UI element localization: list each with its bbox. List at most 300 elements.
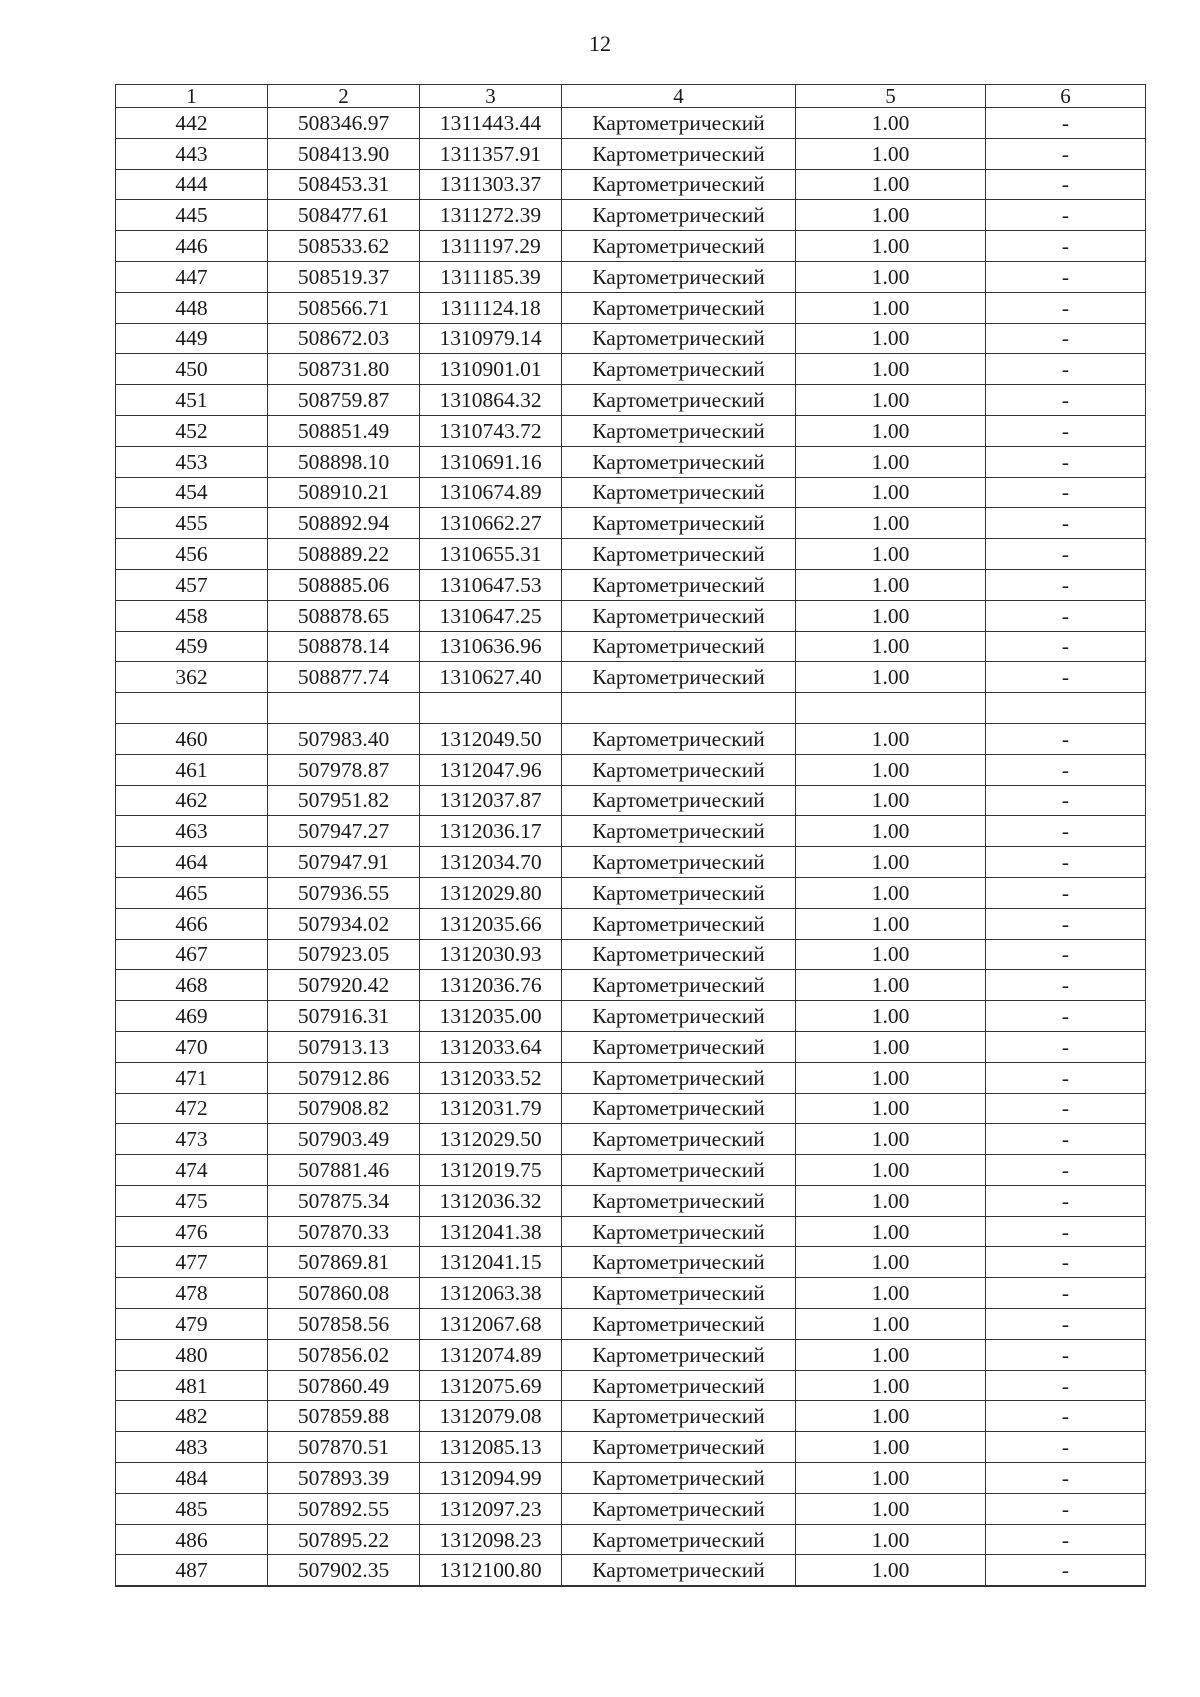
y-coordinate-cell: 1312098.23 — [420, 1524, 562, 1555]
y-coordinate-cell: 1311197.29 — [420, 231, 562, 262]
table-row — [116, 1031, 1146, 1062]
x-coordinate-cell: 508759.87 — [268, 385, 420, 416]
x-coordinate-cell: 507858.56 — [268, 1309, 420, 1340]
table-row — [116, 1216, 1146, 1247]
y-coordinate-cell: 1312019.75 — [420, 1155, 562, 1186]
point-number-cell: 443 — [116, 138, 268, 169]
column-header-2: 2 — [268, 85, 420, 108]
description-cell: - — [986, 1432, 1146, 1463]
accuracy-cell: 1.00 — [796, 477, 986, 508]
description-cell: - — [986, 1155, 1146, 1186]
y-coordinate-cell: 1310674.89 — [420, 477, 562, 508]
y-coordinate-cell: 1312037.87 — [420, 785, 562, 816]
column-header-6: 6 — [986, 85, 1146, 108]
y-coordinate-cell: 1311443.44 — [420, 108, 562, 139]
method-cell: Картометрический — [562, 1370, 796, 1401]
point-number-cell: 452 — [116, 415, 268, 446]
accuracy-cell: 1.00 — [796, 446, 986, 477]
x-coordinate-cell — [268, 693, 420, 724]
column-header-3: 3 — [420, 85, 562, 108]
table-row — [116, 231, 1146, 262]
accuracy-cell: 1.00 — [796, 1001, 986, 1032]
description-cell: - — [986, 631, 1146, 662]
y-coordinate-cell: 1312029.50 — [420, 1124, 562, 1155]
y-coordinate-cell: 1311185.39 — [420, 261, 562, 292]
description-cell: - — [986, 1247, 1146, 1278]
y-coordinate-cell: 1312035.66 — [420, 908, 562, 939]
description-cell: - — [986, 1031, 1146, 1062]
accuracy-cell: 1.00 — [796, 508, 986, 539]
y-coordinate-cell — [420, 693, 562, 724]
method-cell: Картометрический — [562, 231, 796, 262]
table-row — [116, 1432, 1146, 1463]
accuracy-cell: 1.00 — [796, 939, 986, 970]
method-cell: Картометрический — [562, 785, 796, 816]
table-row — [116, 1339, 1146, 1370]
point-number-cell: 445 — [116, 200, 268, 231]
table-row — [116, 1001, 1146, 1032]
method-cell: Картометрический — [562, 1555, 796, 1586]
table-row — [116, 877, 1146, 908]
accuracy-cell: 1.00 — [796, 785, 986, 816]
point-number-cell: 464 — [116, 847, 268, 878]
description-cell: - — [986, 108, 1146, 139]
method-cell: Картометрический — [562, 754, 796, 785]
method-cell: Картометрический — [562, 1463, 796, 1494]
accuracy-cell: 1.00 — [796, 723, 986, 754]
x-coordinate-cell: 508910.21 — [268, 477, 420, 508]
accuracy-cell: 1.00 — [796, 847, 986, 878]
y-coordinate-cell: 1310647.53 — [420, 569, 562, 600]
table-row — [116, 200, 1146, 231]
point-number-cell: 458 — [116, 600, 268, 631]
x-coordinate-cell: 507860.08 — [268, 1278, 420, 1309]
x-coordinate-cell: 508672.03 — [268, 323, 420, 354]
accuracy-cell: 1.00 — [796, 385, 986, 416]
table-row — [116, 569, 1146, 600]
x-coordinate-cell: 507895.22 — [268, 1524, 420, 1555]
method-cell: Картометрический — [562, 1278, 796, 1309]
point-number-cell: 476 — [116, 1216, 268, 1247]
accuracy-cell: 1.00 — [796, 816, 986, 847]
x-coordinate-cell: 508346.97 — [268, 108, 420, 139]
y-coordinate-cell: 1312100.80 — [420, 1555, 562, 1586]
table-row — [116, 754, 1146, 785]
accuracy-cell: 1.00 — [796, 1493, 986, 1524]
description-cell: - — [986, 662, 1146, 693]
point-number-cell: 469 — [116, 1001, 268, 1032]
column-header-4: 4 — [562, 85, 796, 108]
x-coordinate-cell: 508413.90 — [268, 138, 420, 169]
description-cell: - — [986, 939, 1146, 970]
y-coordinate-cell: 1312085.13 — [420, 1432, 562, 1463]
x-coordinate-cell: 507892.55 — [268, 1493, 420, 1524]
description-cell: - — [986, 816, 1146, 847]
y-coordinate-cell: 1311272.39 — [420, 200, 562, 231]
description-cell: - — [986, 415, 1146, 446]
x-coordinate-cell: 508885.06 — [268, 569, 420, 600]
description-cell: - — [986, 323, 1146, 354]
table-row — [116, 970, 1146, 1001]
accuracy-cell: 1.00 — [796, 600, 986, 631]
point-number-cell: 475 — [116, 1185, 268, 1216]
method-cell: Картометрический — [562, 600, 796, 631]
x-coordinate-cell: 507908.82 — [268, 1093, 420, 1124]
method-cell: Картометрический — [562, 662, 796, 693]
accuracy-cell: 1.00 — [796, 877, 986, 908]
method-cell: Картометрический — [562, 1093, 796, 1124]
method-cell: Картометрический — [562, 908, 796, 939]
column-header-1: 1 — [116, 85, 268, 108]
accuracy-cell: 1.00 — [796, 1463, 986, 1494]
y-coordinate-cell: 1312041.38 — [420, 1216, 562, 1247]
method-cell — [562, 693, 796, 724]
table-row — [116, 908, 1146, 939]
accuracy-cell: 1.00 — [796, 1155, 986, 1186]
x-coordinate-cell: 507947.27 — [268, 816, 420, 847]
point-number-cell: 463 — [116, 816, 268, 847]
table-row — [116, 631, 1146, 662]
x-coordinate-cell: 508477.61 — [268, 200, 420, 231]
description-cell: - — [986, 1185, 1146, 1216]
accuracy-cell: 1.00 — [796, 1432, 986, 1463]
table-row — [116, 169, 1146, 200]
method-cell: Картометрический — [562, 1031, 796, 1062]
description-cell: - — [986, 1216, 1146, 1247]
point-number-cell: 466 — [116, 908, 268, 939]
column-header-5: 5 — [796, 85, 986, 108]
description-cell: - — [986, 1278, 1146, 1309]
point-number-cell: 473 — [116, 1124, 268, 1155]
x-coordinate-cell: 507859.88 — [268, 1401, 420, 1432]
description-cell: - — [986, 1001, 1146, 1032]
description-cell: - — [986, 169, 1146, 200]
point-number-cell: 480 — [116, 1339, 268, 1370]
method-cell: Картометрический — [562, 354, 796, 385]
accuracy-cell: 1.00 — [796, 631, 986, 662]
point-number-cell: 460 — [116, 723, 268, 754]
y-coordinate-cell: 1310647.25 — [420, 600, 562, 631]
description-cell: - — [986, 1124, 1146, 1155]
point-number-cell: 442 — [116, 108, 268, 139]
method-cell: Картометрический — [562, 723, 796, 754]
y-coordinate-cell: 1312049.50 — [420, 723, 562, 754]
accuracy-cell: 1.00 — [796, 1401, 986, 1432]
y-coordinate-cell: 1312094.99 — [420, 1463, 562, 1494]
method-cell: Картометрический — [562, 1216, 796, 1247]
method-cell: Картометрический — [562, 1524, 796, 1555]
description-cell: - — [986, 1339, 1146, 1370]
method-cell: Картометрический — [562, 477, 796, 508]
x-coordinate-cell: 507856.02 — [268, 1339, 420, 1370]
method-cell: Картометрический — [562, 1155, 796, 1186]
point-number-cell: 470 — [116, 1031, 268, 1062]
point-number-cell: 465 — [116, 877, 268, 908]
x-coordinate-cell: 507983.40 — [268, 723, 420, 754]
point-number-cell: 449 — [116, 323, 268, 354]
description-cell: - — [986, 292, 1146, 323]
accuracy-cell: 1.00 — [796, 569, 986, 600]
method-cell: Картометрический — [562, 1493, 796, 1524]
method-cell: Картометрический — [562, 1401, 796, 1432]
method-cell: Картометрический — [562, 292, 796, 323]
table-row — [116, 1524, 1146, 1555]
accuracy-cell: 1.00 — [796, 138, 986, 169]
accuracy-cell: 1.00 — [796, 970, 986, 1001]
x-coordinate-cell: 507870.51 — [268, 1432, 420, 1463]
description-cell: - — [986, 1093, 1146, 1124]
point-number-cell: 482 — [116, 1401, 268, 1432]
point-number-cell — [116, 693, 268, 724]
x-coordinate-cell: 507881.46 — [268, 1155, 420, 1186]
description-cell: - — [986, 446, 1146, 477]
point-number-cell: 477 — [116, 1247, 268, 1278]
method-cell: Картометрический — [562, 877, 796, 908]
y-coordinate-cell: 1310901.01 — [420, 354, 562, 385]
accuracy-cell: 1.00 — [796, 1370, 986, 1401]
method-cell: Картометрический — [562, 446, 796, 477]
description-cell — [986, 693, 1146, 724]
accuracy-cell: 1.00 — [796, 169, 986, 200]
description-cell: - — [986, 508, 1146, 539]
method-cell: Картометрический — [562, 415, 796, 446]
accuracy-cell: 1.00 — [796, 1278, 986, 1309]
description-cell: - — [986, 1401, 1146, 1432]
x-coordinate-cell: 507978.87 — [268, 754, 420, 785]
y-coordinate-cell: 1310743.72 — [420, 415, 562, 446]
x-coordinate-cell: 508892.94 — [268, 508, 420, 539]
description-cell: - — [986, 785, 1146, 816]
accuracy-cell: 1.00 — [796, 1185, 986, 1216]
point-number-cell: 474 — [116, 1155, 268, 1186]
accuracy-cell: 1.00 — [796, 231, 986, 262]
y-coordinate-cell: 1310864.32 — [420, 385, 562, 416]
accuracy-cell: 1.00 — [796, 1555, 986, 1586]
description-cell: - — [986, 908, 1146, 939]
x-coordinate-cell: 507936.55 — [268, 877, 420, 908]
x-coordinate-cell: 508898.10 — [268, 446, 420, 477]
description-cell: - — [986, 1062, 1146, 1093]
accuracy-cell: 1.00 — [796, 1031, 986, 1062]
method-cell: Картометрический — [562, 169, 796, 200]
y-coordinate-cell: 1312029.80 — [420, 877, 562, 908]
method-cell: Картометрический — [562, 138, 796, 169]
y-coordinate-cell: 1312033.52 — [420, 1062, 562, 1093]
description-cell: - — [986, 1463, 1146, 1494]
x-coordinate-cell: 507902.35 — [268, 1555, 420, 1586]
x-coordinate-cell: 508878.14 — [268, 631, 420, 662]
x-coordinate-cell: 508533.62 — [268, 231, 420, 262]
accuracy-cell: 1.00 — [796, 908, 986, 939]
accuracy-cell: 1.00 — [796, 200, 986, 231]
point-number-cell: 447 — [116, 261, 268, 292]
y-coordinate-cell: 1312074.89 — [420, 1339, 562, 1370]
x-coordinate-cell: 508519.37 — [268, 261, 420, 292]
accuracy-cell: 1.00 — [796, 1124, 986, 1155]
y-coordinate-cell: 1312036.76 — [420, 970, 562, 1001]
description-cell: - — [986, 1370, 1146, 1401]
point-number-cell: 485 — [116, 1493, 268, 1524]
table-row — [116, 939, 1146, 970]
table-row — [116, 1124, 1146, 1155]
y-coordinate-cell: 1312041.15 — [420, 1247, 562, 1278]
description-cell: - — [986, 385, 1146, 416]
x-coordinate-cell: 507923.05 — [268, 939, 420, 970]
accuracy-cell: 1.00 — [796, 754, 986, 785]
description-cell: - — [986, 539, 1146, 570]
y-coordinate-cell: 1310627.40 — [420, 662, 562, 693]
point-number-cell: 483 — [116, 1432, 268, 1463]
table-row — [116, 323, 1146, 354]
page-number: 12 — [589, 31, 611, 56]
x-coordinate-cell: 507916.31 — [268, 1001, 420, 1032]
method-cell: Картометрический — [562, 631, 796, 662]
point-number-cell: 459 — [116, 631, 268, 662]
method-cell: Картометрический — [562, 816, 796, 847]
table-row — [116, 354, 1146, 385]
table-row — [116, 1185, 1146, 1216]
y-coordinate-cell: 1312097.23 — [420, 1493, 562, 1524]
table-row — [116, 600, 1146, 631]
table-row — [116, 662, 1146, 693]
accuracy-cell — [796, 693, 986, 724]
point-number-cell: 455 — [116, 508, 268, 539]
description-cell: - — [986, 231, 1146, 262]
accuracy-cell: 1.00 — [796, 1309, 986, 1340]
point-number-cell: 471 — [116, 1062, 268, 1093]
table-row — [116, 1463, 1146, 1494]
y-coordinate-cell: 1311303.37 — [420, 169, 562, 200]
point-number-cell: 484 — [116, 1463, 268, 1494]
description-cell: - — [986, 847, 1146, 878]
table-row — [116, 693, 1146, 724]
table-row — [116, 385, 1146, 416]
y-coordinate-cell: 1312047.96 — [420, 754, 562, 785]
description-cell: - — [986, 970, 1146, 1001]
point-number-cell: 462 — [116, 785, 268, 816]
x-coordinate-cell: 507875.34 — [268, 1185, 420, 1216]
accuracy-cell: 1.00 — [796, 1524, 986, 1555]
y-coordinate-cell: 1312031.79 — [420, 1093, 562, 1124]
point-number-cell: 486 — [116, 1524, 268, 1555]
table-row — [116, 1370, 1146, 1401]
accuracy-cell: 1.00 — [796, 1247, 986, 1278]
method-cell: Картометрический — [562, 323, 796, 354]
table-row — [116, 1062, 1146, 1093]
point-number-cell: 487 — [116, 1555, 268, 1586]
point-number-cell: 479 — [116, 1309, 268, 1340]
x-coordinate-cell: 507920.42 — [268, 970, 420, 1001]
x-coordinate-cell: 507947.91 — [268, 847, 420, 878]
x-coordinate-cell: 508453.31 — [268, 169, 420, 200]
y-coordinate-cell: 1311357.91 — [420, 138, 562, 169]
x-coordinate-cell: 508731.80 — [268, 354, 420, 385]
description-cell: - — [986, 877, 1146, 908]
y-coordinate-cell: 1310636.96 — [420, 631, 562, 662]
point-number-cell: 362 — [116, 662, 268, 693]
y-coordinate-cell: 1310655.31 — [420, 539, 562, 570]
method-cell: Картометрический — [562, 847, 796, 878]
accuracy-cell: 1.00 — [796, 261, 986, 292]
x-coordinate-cell: 507913.13 — [268, 1031, 420, 1062]
x-coordinate-cell: 508851.49 — [268, 415, 420, 446]
y-coordinate-cell: 1312067.68 — [420, 1309, 562, 1340]
description-cell: - — [986, 1309, 1146, 1340]
y-coordinate-cell: 1312035.00 — [420, 1001, 562, 1032]
y-coordinate-cell: 1312036.32 — [420, 1185, 562, 1216]
y-coordinate-cell: 1311124.18 — [420, 292, 562, 323]
description-cell: - — [986, 723, 1146, 754]
description-cell: - — [986, 477, 1146, 508]
table-row — [116, 723, 1146, 754]
table-row — [116, 847, 1146, 878]
table-row — [116, 1493, 1146, 1524]
point-number-cell: 467 — [116, 939, 268, 970]
accuracy-cell: 1.00 — [796, 323, 986, 354]
x-coordinate-cell: 507903.49 — [268, 1124, 420, 1155]
point-number-cell: 448 — [116, 292, 268, 323]
table-row — [116, 785, 1146, 816]
accuracy-cell: 1.00 — [796, 539, 986, 570]
y-coordinate-cell: 1312075.69 — [420, 1370, 562, 1401]
method-cell: Картометрический — [562, 539, 796, 570]
x-coordinate-cell: 508566.71 — [268, 292, 420, 323]
y-coordinate-cell: 1310662.27 — [420, 508, 562, 539]
table-row — [116, 1555, 1146, 1586]
method-cell: Картометрический — [562, 1432, 796, 1463]
method-cell: Картометрический — [562, 385, 796, 416]
table-row — [116, 1155, 1146, 1186]
method-cell: Картометрический — [562, 1124, 796, 1155]
point-number-cell: 456 — [116, 539, 268, 570]
point-number-cell: 457 — [116, 569, 268, 600]
method-cell: Картометрический — [562, 1001, 796, 1032]
accuracy-cell: 1.00 — [796, 1216, 986, 1247]
accuracy-cell: 1.00 — [796, 1339, 986, 1370]
y-coordinate-cell: 1312036.17 — [420, 816, 562, 847]
description-cell: - — [986, 354, 1146, 385]
coordinates-table — [115, 84, 1146, 1587]
accuracy-cell: 1.00 — [796, 354, 986, 385]
y-coordinate-cell: 1312034.70 — [420, 847, 562, 878]
point-number-cell: 453 — [116, 446, 268, 477]
table-row — [116, 1401, 1146, 1432]
y-coordinate-cell: 1310979.14 — [420, 323, 562, 354]
x-coordinate-cell: 507893.39 — [268, 1463, 420, 1494]
x-coordinate-cell: 508889.22 — [268, 539, 420, 570]
method-cell: Картометрический — [562, 970, 796, 1001]
x-coordinate-cell: 508877.74 — [268, 662, 420, 693]
description-cell: - — [986, 754, 1146, 785]
method-cell: Картометрический — [562, 261, 796, 292]
point-number-cell: 481 — [116, 1370, 268, 1401]
table-row — [116, 108, 1146, 139]
accuracy-cell: 1.00 — [796, 108, 986, 139]
point-number-cell: 478 — [116, 1278, 268, 1309]
y-coordinate-cell: 1312063.38 — [420, 1278, 562, 1309]
table-row — [116, 508, 1146, 539]
table-row — [116, 292, 1146, 323]
accuracy-cell: 1.00 — [796, 415, 986, 446]
table-body — [116, 108, 1146, 1587]
table-row — [116, 816, 1146, 847]
description-cell: - — [986, 569, 1146, 600]
table-row — [116, 415, 1146, 446]
accuracy-cell: 1.00 — [796, 1062, 986, 1093]
x-coordinate-cell: 507951.82 — [268, 785, 420, 816]
y-coordinate-cell: 1312030.93 — [420, 939, 562, 970]
y-coordinate-cell: 1310691.16 — [420, 446, 562, 477]
